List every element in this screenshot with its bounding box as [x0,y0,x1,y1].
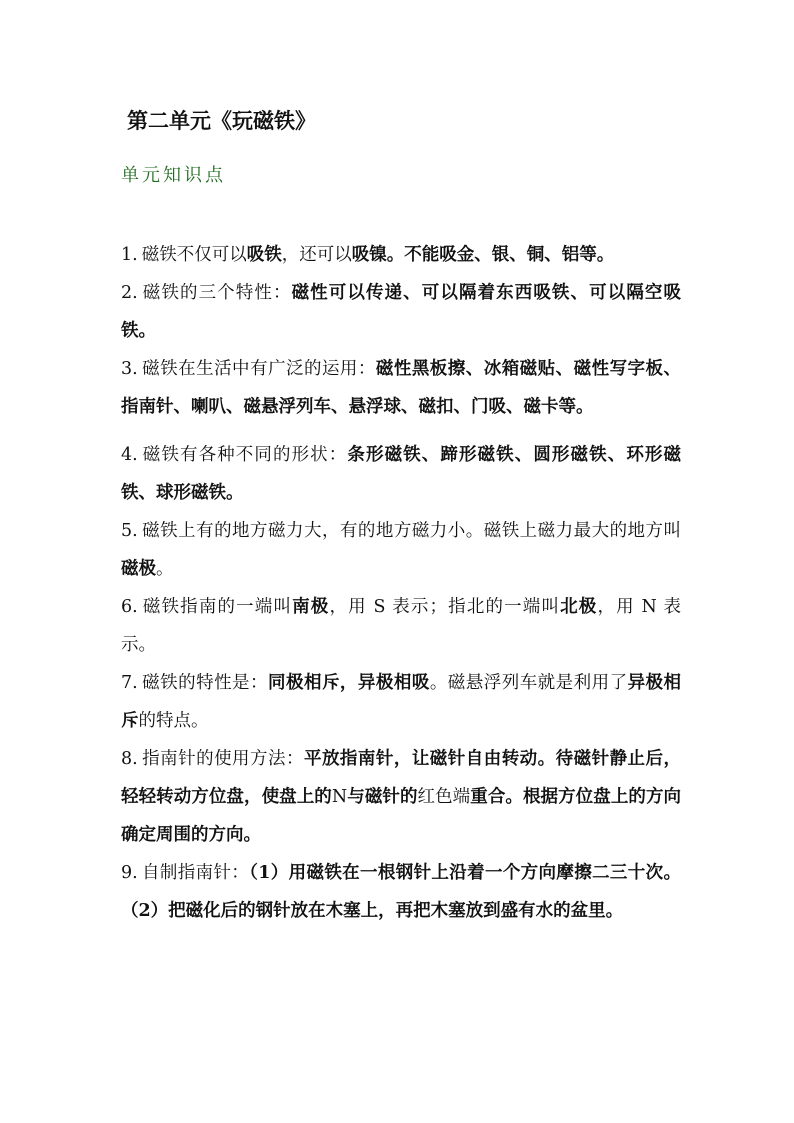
key-point-text: 磁极 [121,559,156,579]
key-point-text: 与磁针的 [347,787,418,807]
item-number: 5. [121,521,138,541]
key-point-text: 吸镍 [351,245,387,265]
item-text: 自制指南针： [141,863,250,883]
item-number: 1. [121,245,138,265]
list-item [121,274,681,350]
list-item [121,512,681,588]
key-point-text: 磁性黑板擦、冰箱磁贴、磁性写字板、指南针、喇叭、磁悬浮列车、悬浮球、磁扣、门吸、磁卡等。 [121,359,681,417]
key-point-text: （1）用磁铁在一根钢针上沿着一个方向摩擦二三十次。（2）把磁化后的钢针放在木塞上，再把木塞放到盛有水的盆里。 [121,863,681,921]
item-text: 指南针的使用方法： [141,749,304,769]
item-text: 磁铁上有的地方磁力大，有的地方磁力小。磁铁上磁力最大的地方叫 [141,521,681,541]
item-text: 磁铁不仅可以 [141,245,247,265]
list-item [121,854,681,930]
item-number: 3. [121,359,138,379]
item-text: 磁铁在生活中有广泛的运用： [141,359,376,379]
item-text: 磁铁指南的一端叫 [141,597,293,617]
item-text: 的特点。 [138,711,209,731]
key-point-text: 重合。根据方位盘上的方向确定周围的方向。 [121,787,682,845]
item-text: 红色端 [417,787,471,807]
list-item [121,588,681,664]
item-text: 。 [156,559,174,579]
key-point-text: 北极 [560,597,598,617]
item-text: N [331,787,348,807]
key-point-text: 磁性可以传递、可以隔着东西吸铁、可以隔空吸铁。 [121,283,682,341]
list-item [121,740,681,854]
item-number: 7. [121,673,138,693]
list-item [121,436,681,512]
item-number: 4. [121,445,138,465]
section-heading: 单元知识点 [121,165,226,186]
key-point-text: 南极 [292,597,330,617]
item-text: ，还可以 [281,245,352,265]
key-point-text: 。不能吸金、银、铜、铝等。 [386,245,615,265]
key-point-text: 平放指南针，让磁针自由转动。待磁针静止后，轻轻转动方位盘，使盘上的 [121,749,681,807]
item-text: ，用 S 表示；指北的一端叫 [329,597,561,617]
key-point-text: 条形磁铁、蹄形磁铁、圆形磁铁、环形磁铁、球形磁铁。 [121,445,682,503]
item-number: 9. [121,863,138,883]
key-point-text: 异极相斥 [121,673,682,731]
knowledge-point-list [121,236,681,930]
list-item [121,664,681,740]
item-text: 磁铁的特性是： [141,673,269,693]
item-number: 2. [121,283,138,303]
item-number: 6. [121,597,138,617]
item-text: ，用 N 表示。 [121,597,682,655]
item-number: 8. [121,749,138,769]
item-text: 。磁悬浮列车就是利用了 [429,673,628,693]
key-point-text: 同极相斥，异极相吸 [268,673,430,693]
item-text: 磁铁的三个特性： [141,283,292,303]
list-item [121,236,681,274]
item-text: 磁铁有各种不同的形状： [141,445,348,465]
list-item [121,350,681,426]
page-title: 第二单元《玩磁铁》 [127,109,316,133]
key-point-text: 吸铁 [246,245,282,265]
